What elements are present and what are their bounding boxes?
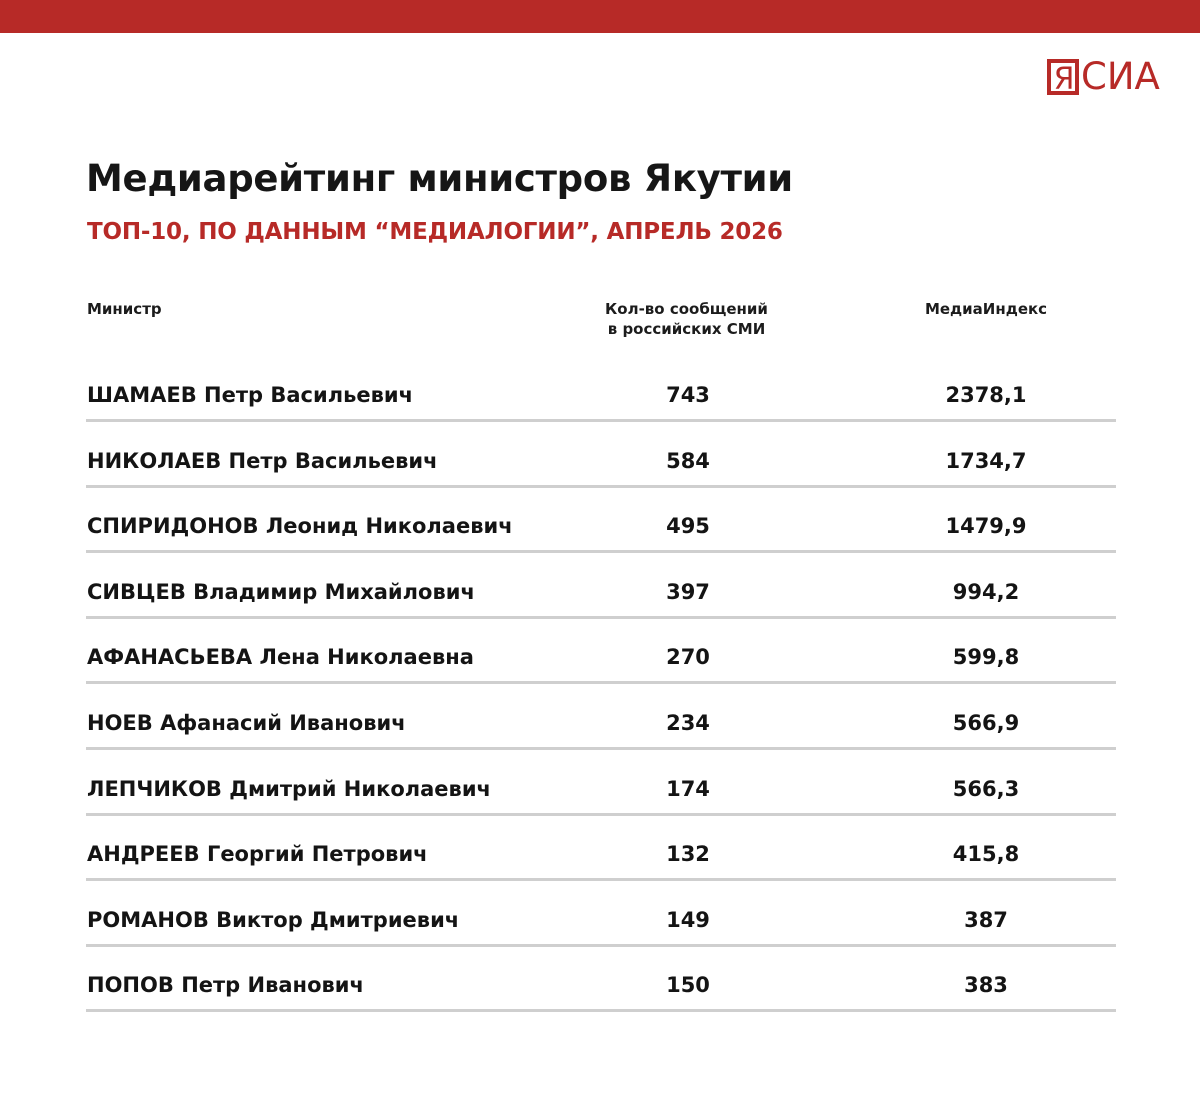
- minister-given-names: Георгий Петрович: [206, 842, 428, 867]
- minister-surname: НОЕВ: [87, 710, 153, 735]
- message-count: 174: [666, 776, 710, 801]
- minister-given-names: Владимир Михайлович: [193, 579, 475, 604]
- column-header-messages-line-2: в российских СМИ: [607, 320, 766, 338]
- ysia-logo-text: СИА: [1081, 55, 1160, 98]
- media-index-value: 566,9: [952, 710, 1020, 735]
- table-row: [0, 685, 1200, 751]
- minister-surname: ШАМАЕВ: [87, 383, 197, 407]
- media-index-value: 2378,1: [945, 383, 1027, 407]
- column-header-media-index: МедиаИндекс: [924, 300, 1048, 318]
- minister-given-names: Дмитрий Николаевич: [229, 776, 491, 801]
- minister-given-names: Петр Васильевич: [228, 448, 438, 473]
- message-count: 397: [666, 579, 710, 604]
- minister-given-names: Леонид Николаевич: [265, 514, 513, 539]
- chart-subtitle: ТОП-10, ПО ДАННЫМ “МЕДИАЛОГИИ”, АПРЕЛЬ 2026: [87, 219, 783, 245]
- table-row: [0, 751, 1200, 817]
- minister-name: [87, 968, 364, 1002]
- column-header-minister: Министр: [87, 300, 162, 318]
- minister-given-names: Афанасий Иванович: [160, 710, 406, 735]
- row-divider: [86, 747, 1116, 750]
- minister-surname: РОМАНОВ: [87, 907, 209, 932]
- message-count: 584: [666, 448, 710, 473]
- top-accent-bar: [0, 0, 1200, 33]
- minister-given-names: Виктор Дмитриевич: [216, 907, 460, 932]
- minister-surname: ПОПОВ: [87, 973, 174, 998]
- minister-surname: СПИРИДОНОВ: [87, 514, 259, 539]
- table-row: [0, 423, 1200, 489]
- message-count: 132: [666, 842, 710, 867]
- row-divider: [86, 550, 1116, 553]
- minister-name: [87, 837, 428, 871]
- message-count: 743: [666, 383, 710, 407]
- table-row: [0, 947, 1200, 1013]
- minister-name: [87, 444, 438, 478]
- message-count: 270: [666, 645, 710, 670]
- minister-given-names: Петр Васильевич: [204, 383, 414, 407]
- ysia-logo-letter: Я: [1053, 62, 1075, 96]
- ranking-table: [0, 357, 1200, 1013]
- column-header-messages: [560, 299, 813, 339]
- table-row: [0, 488, 1200, 554]
- table-row: [0, 816, 1200, 882]
- media-index-value: 994,2: [952, 579, 1020, 604]
- minister-surname: СИВЦЕВ: [87, 579, 186, 604]
- media-index-value: 1734,7: [945, 448, 1027, 473]
- message-count: 234: [666, 710, 710, 735]
- minister-name: [87, 706, 406, 740]
- media-index-value: 1479,9: [945, 514, 1027, 539]
- row-divider: [86, 878, 1116, 881]
- message-count: 495: [666, 514, 710, 539]
- minister-given-names: Петр Иванович: [181, 973, 364, 998]
- chart-title: Медиарейтинг министров Якутии: [86, 157, 793, 200]
- minister-surname: НИКОЛАЕВ: [87, 448, 222, 473]
- table-row: [0, 619, 1200, 685]
- minister-given-names: Лена Николаевна: [259, 645, 474, 670]
- table-row: [0, 357, 1200, 423]
- row-divider: [86, 419, 1116, 422]
- media-index-value: 599,8: [952, 645, 1020, 670]
- media-index-value: 566,3: [952, 776, 1020, 801]
- table-row: [0, 554, 1200, 620]
- minister-name: [87, 903, 459, 937]
- media-index-value: 415,8: [952, 842, 1020, 867]
- minister-name: [87, 772, 491, 806]
- minister-name: [87, 378, 413, 412]
- media-index-value: 383: [964, 973, 1008, 998]
- row-divider: [86, 681, 1116, 684]
- minister-surname: АНДРЕЕВ: [87, 842, 200, 867]
- minister-name: [87, 509, 513, 543]
- message-count: 150: [666, 973, 710, 998]
- message-count: 149: [666, 907, 710, 932]
- ysia-logo-icon: [1046, 58, 1080, 96]
- minister-surname: ЛЕПЧИКОВ: [87, 776, 222, 801]
- row-divider: [86, 944, 1116, 947]
- row-divider: [86, 813, 1116, 816]
- row-divider: [86, 616, 1116, 619]
- ysia-logo: [1046, 56, 1186, 98]
- media-index-value: 387: [964, 907, 1008, 932]
- column-header-messages-line-1: Кол-во сообщений: [605, 300, 768, 318]
- minister-name: [87, 640, 474, 674]
- minister-surname: АФАНАСЬЕВА: [87, 645, 253, 670]
- minister-name: [87, 575, 475, 609]
- row-divider: [86, 1009, 1116, 1012]
- table-row: [0, 882, 1200, 948]
- row-divider: [86, 485, 1116, 488]
